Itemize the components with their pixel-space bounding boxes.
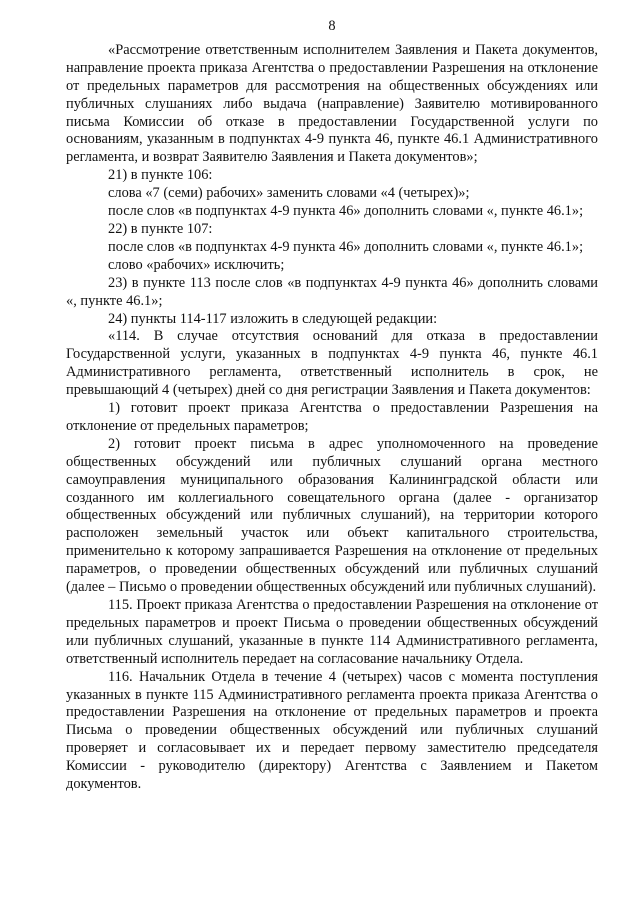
paragraph-point-115: 115. Проект приказа Агентства о предоставлении Разрешения на отклонение от предельных параметров и проект Письма о проведении общественных обсуждений или публичных слушаний, указанные в пункте 114 Административного регламента, ответственный исполнитель передает на согласование начальнику Отдела.	[66, 597, 598, 667]
paragraph-item-21-addition: после слов «в подпунктах 4-9 пункта 46» дополнить словами «, пункте 46.1»;	[108, 203, 584, 220]
paragraph-item-23: 23) в пункте 113 после слов «в подпунктах 4-9 пункта 46» дополнить словами «, пункте 46.1»;	[66, 274, 598, 309]
paragraph-point-114: «114. В случае отсутствия оснований для отказа в предоставлении Государственной услуги, указанных в подпунктах 4-9 пункта 46, пункте 46.1 Административного регламента, ответственный исполнитель в срок, не превышающий 4 (четырех) дней со дня регистрации Заявления и Пакета документов:	[66, 328, 598, 399]
paragraph-item-21: 21) в пункте 106:	[108, 167, 213, 184]
paragraph-item-22: 22) в пункте 107:	[108, 220, 213, 237]
paragraph-procedure-title: «Рассмотрение ответственным исполнителем Заявления и Пакета документов, направление проекта приказа Агентства о предоставлении Разрешения на отклонение от предельных параметров для рассмотрения на общественных обсуждениях или публичных слушаниях либо выдача (направление) Заявителю мотивированного письма Комиссии об отказе в предоставлении Государственной услуги по основаниям, указанным в подпунктах 4-9 пункта 46, пункте 46.1 Административного регламента, и возврат Заявителю Заявления и Пакета документов»;	[66, 41, 598, 166]
paragraph-point-114-sub-1: 1) готовит проект приказа Агентства о предоставлении Разрешения на отклонение от предельных параметров;	[66, 400, 598, 434]
paragraph-point-116: 116. Начальник Отдела в течение 4 (четырех) часов с момента поступления указанных в пункте 115 Административного регламента проекта приказа Агентства о предоставлении Разрешения на отклонение от предельных параметров и проекта Письма о проведении общественных обсуждений или публичных слушаний проверяет и согласовывает их и передает первому заместителю председателя Комиссии - руководителю (директору) Агентства с Заявлением и Пакетом документов.	[66, 668, 598, 793]
paragraph-item-24: 24) пункты 114-117 изложить в следующей редакции:	[108, 310, 438, 327]
document-body	[66, 42, 598, 794]
paragraph-item-22-exclusion: слово «рабочих» исключить;	[108, 256, 285, 273]
page-number: 8	[328, 18, 336, 34]
paragraph-point-114-sub-2: 2) готовит проект письма в адрес уполномоченного на проведение общественных обсуждений или публичных слушаний органа местного самоуправления муниципального образования Калининградской области или созданного им коллегиального совещательного органа (далее - организатор общественных обсуждений или публичных слушаний), на территории которого расположен земельный участок или объект капитального строительства, применительно к которому запрашивается Разрешения на отклонение от предельных параметров, о проведении общественных обсуждений или публичных слушаний (далее – Письмо о проведении общественных обсуждений или публичных слушаний).	[66, 435, 598, 596]
paragraph-item-22-addition: после слов «в подпунктах 4-9 пункта 46» дополнить словами «, пункте 46.1»;	[108, 238, 584, 255]
paragraph-item-21-words: слова «7 (семи) рабочих» заменить словами «4 (четырех)»;	[108, 185, 470, 202]
